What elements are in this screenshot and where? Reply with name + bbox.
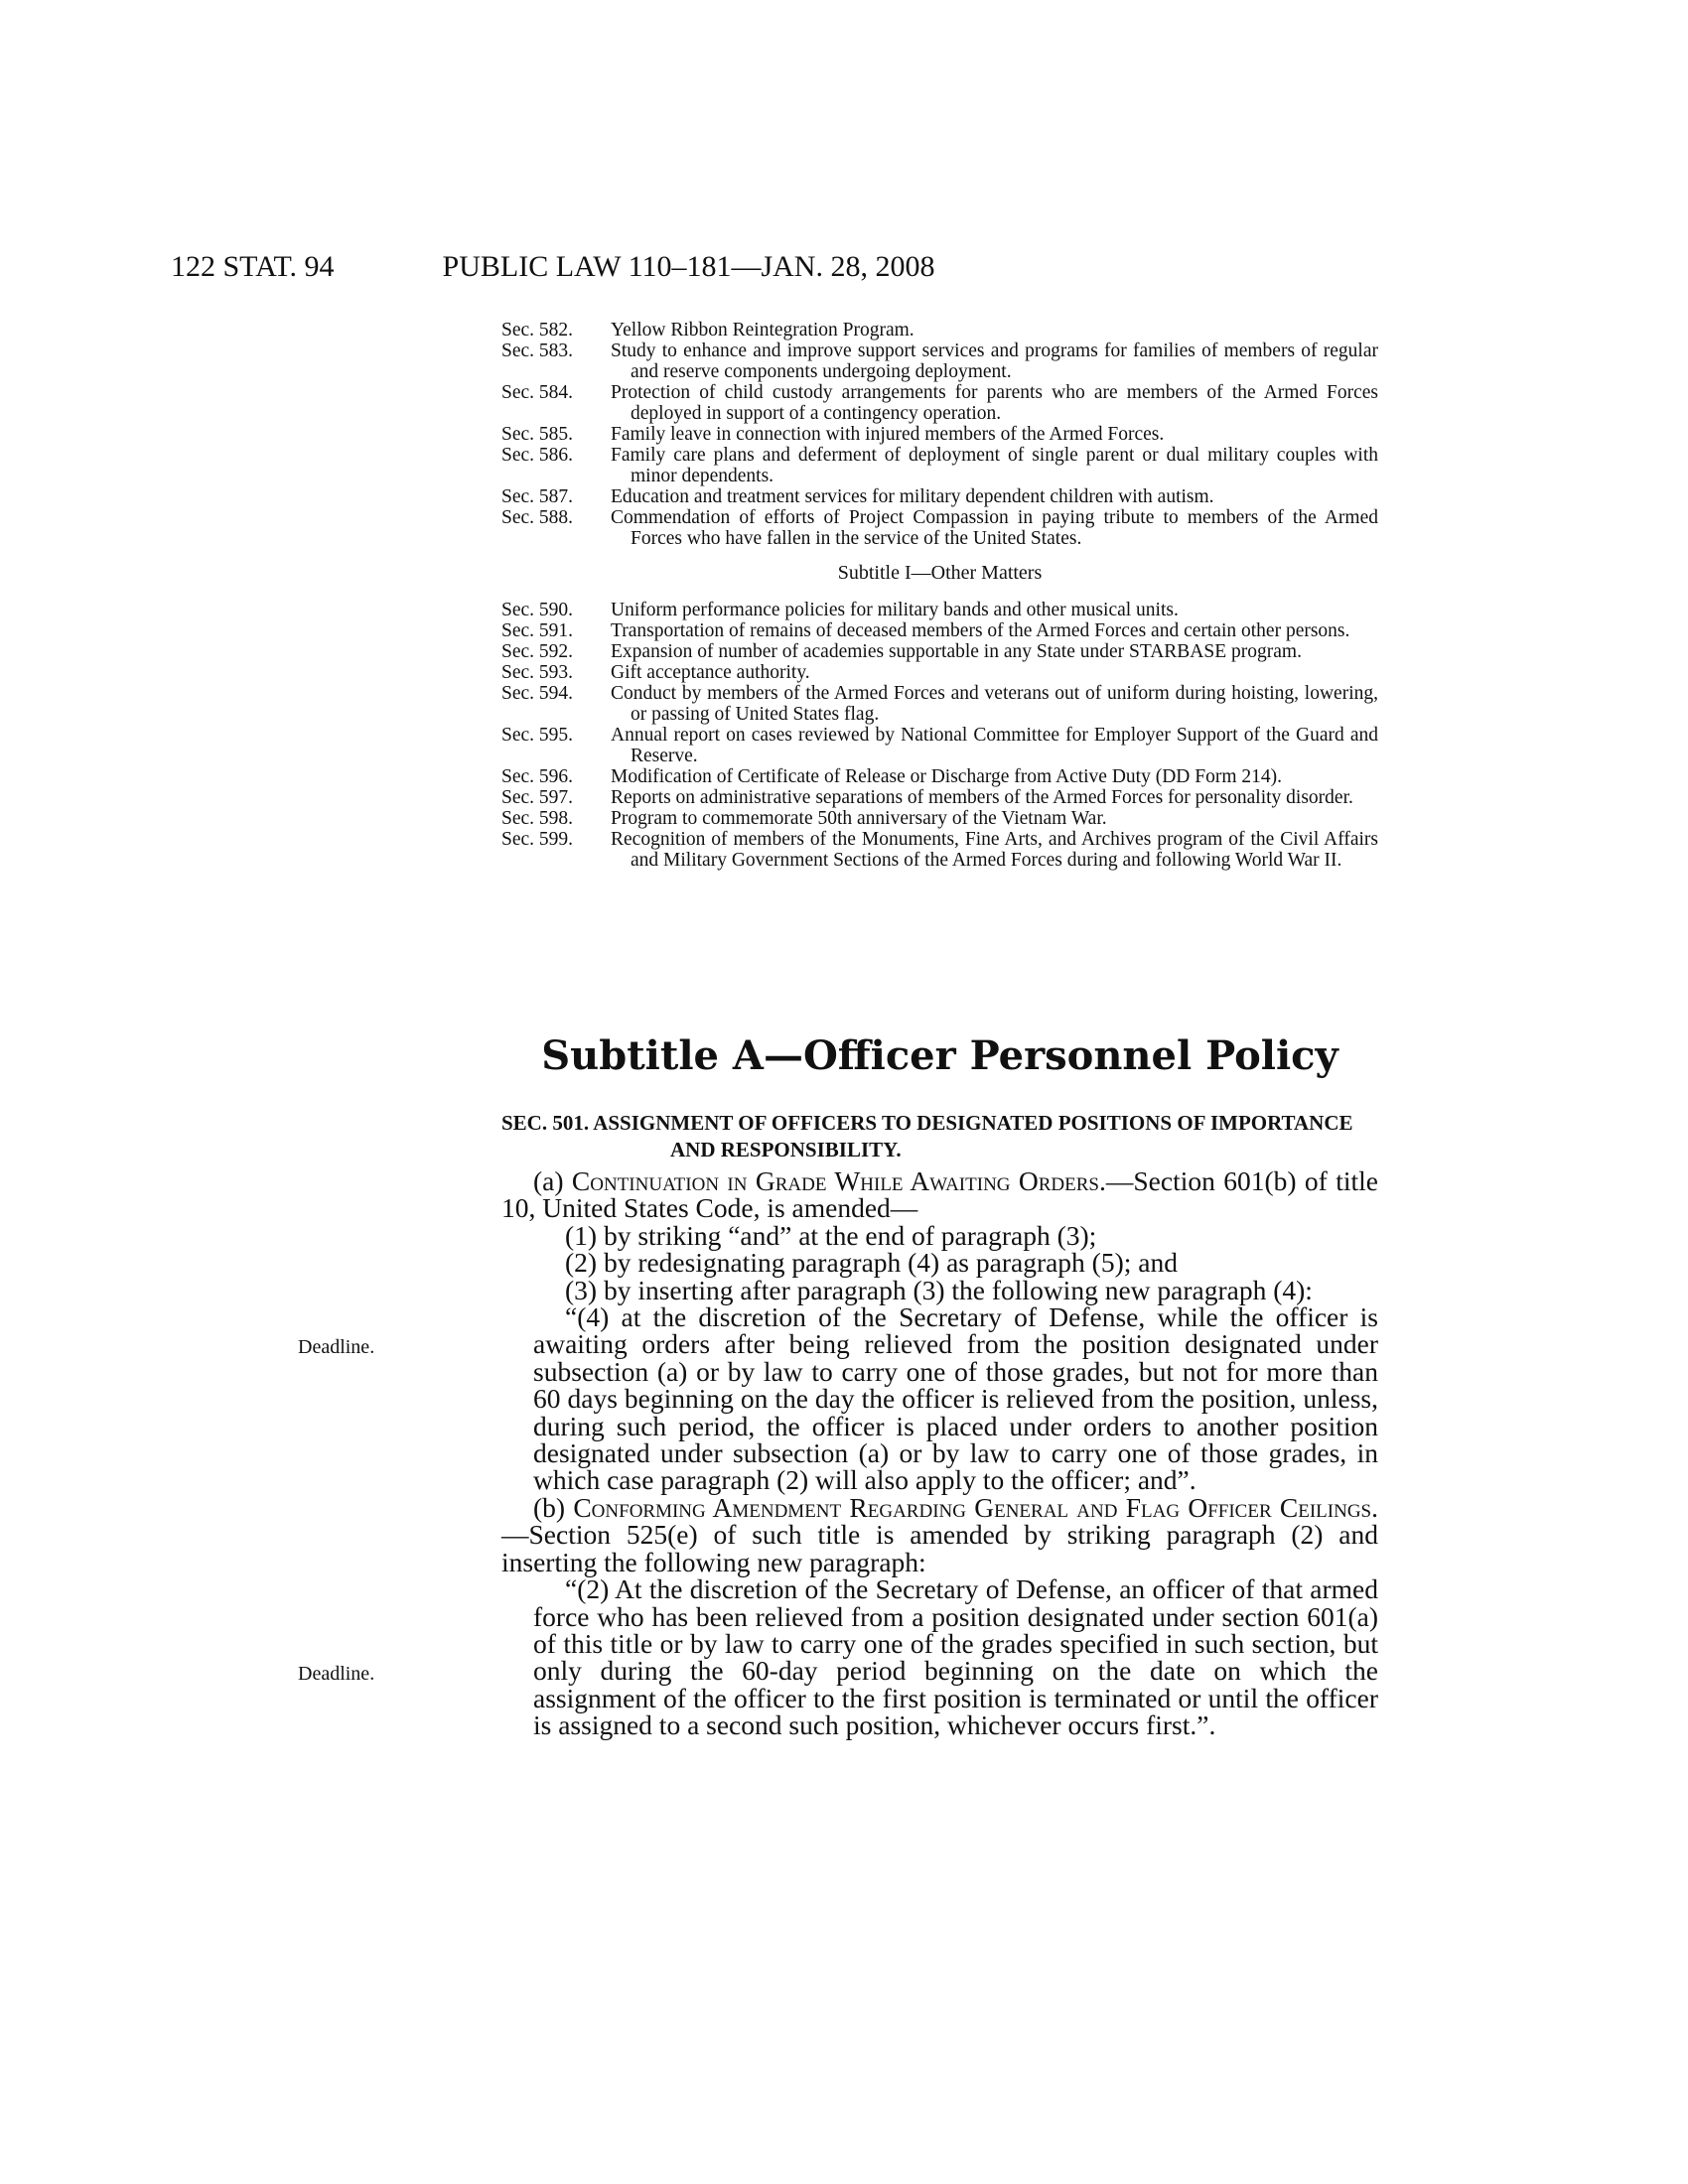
subsection-a-text: —Section 601(b) of title 10, United States Code, is amended— [501,1165,1378,1224]
toc-section-title: Expansion of number of academies supportable in any State under STARBASE program. [611,641,1302,662]
subsection-a [501,1167,1378,1222]
toc-section-number: Sec. 582. [501,320,574,341]
toc-entry [501,683,1378,725]
toc-section-number: Sec. 584. [501,382,574,403]
toc-section-title: Yellow Ribbon Reintegration Program. [611,320,914,341]
toc-entry [501,445,1378,486]
amendment-item-1: (1) by striking “and” at the end of paragraph (3); [565,1219,1097,1251]
toc-section-number: Sec. 585. [501,424,574,445]
subtitle-heading: Subtitle A—Officer Personnel Policy [541,1032,1338,1079]
toc-entry [501,486,1378,507]
section-heading-text: SEC. 501. ASSIGNMENT OF OFFICERS TO DESIGNATED POSITIONS OF IMPORTANCE AND RESPONSIBILITY. [501,1111,1353,1161]
toc-section-number: Sec. 594. [501,683,574,704]
toc-entry [501,787,1378,808]
amendment-item-2: (2) by redesignating paragraph (4) as paragraph (5); and [565,1247,1178,1279]
margin-note-deadline: Deadline. [298,1336,375,1358]
running-title: PUBLIC LAW 110–181—JAN. 28, 2008 [442,250,935,283]
toc-subtitle-heading: Subtitle I—Other Matters [837,562,1043,584]
subsection-b [501,1491,1378,1577]
toc-section-title: Gift acceptance authority. [611,662,810,683]
toc-entry [501,600,1378,620]
table-of-contents [501,320,1378,871]
toc-section-number: Sec. 597. [501,787,574,808]
toc-section-title: Uniform performance policies for military bands and other musical units. [611,600,1179,620]
toc-entry [501,725,1378,766]
toc-section-number: Sec. 587. [501,486,574,507]
toc-entry [501,507,1378,549]
toc-section-title: Family care plans and deferment of deployment of single parent or dual military couples with minor dependents. [611,445,1378,486]
section-heading [501,1110,1378,1163]
page-header [171,250,1206,290]
toc-section-title: Modification of Certificate of Release or Discharge from Active Duty (DD Form 214). [611,766,1282,787]
toc-list-subtitle-h [501,320,1378,549]
toc-entry [501,620,1378,641]
toc-section-title: Annual report on cases reviewed by National Committee for Employer Support of the Guard and Reserve. [611,725,1378,766]
toc-entry [501,341,1378,382]
toc-section-number: Sec. 596. [501,766,574,787]
toc-entry [501,382,1378,424]
inserted-paragraph-2: “(2) At the discretion of the Secretary of Defense, an officer of that armed force who has been relieved from a position designated under section 601(a) of this title or by law to carry one of the grades specified in such section, but only during the 60-day period beginning on the date on which the assignment of the officer to the first position is terminated or until the officer is assigned to a second such position, whichever occurs first.”. [533,1573,1378,1741]
section-body [501,1167,1378,1739]
toc-entry [501,662,1378,683]
toc-section-title: Protection of child custody arrangements for parents who are members of the Armed Forces deployed in support of a contingency operation. [611,382,1378,424]
toc-section-title: Conduct by members of the Armed Forces and veterans out of uniform during hoisting, lowering, or passing of United States flag. [611,683,1378,725]
toc-section-number: Sec. 591. [501,620,574,641]
inserted-paragraph-4: “(4) at the discretion of the Secretary of Defense, while the officer is awaiting orders after being relieved from the position designated under subsection (a) or by law to carry one of those grades, but not for more than 60 days beginning on the day the officer is relieved from the position, unless, during such period, the officer is placed under orders to another position designated under subsection (a) or by law to carry one of those grades, in which case paragraph (2) will also apply to the officer; and”. [533,1301,1378,1496]
toc-entry [501,641,1378,662]
subsection-b-label: (b) [533,1491,574,1523]
toc-section-title: Program to commemorate 50th anniversary of the Vietnam War. [611,808,1107,829]
toc-section-number: Sec. 599. [501,829,574,850]
toc-section-title: Transportation of remains of deceased members of the Armed Forces and certain other persons. [611,620,1350,641]
toc-entry [501,808,1378,829]
subsection-a-label: (a) [533,1165,572,1196]
toc-section-title: Recognition of members of the Monuments, Fine Arts, and Archives program of the Civil Affairs and Military Government Sections of the Armed Forces during and following World War II. [611,829,1378,871]
toc-section-title: Education and treatment services for military dependent children with autism. [611,486,1214,507]
toc-section-title: Commendation of efforts of Project Compassion in paying tribute to members of the Armed Forces who have fallen in the service of the United States. [611,507,1378,549]
margin-note-deadline: Deadline. [298,1663,375,1685]
toc-section-number: Sec. 586. [501,445,574,466]
toc-section-number: Sec. 588. [501,507,574,528]
toc-section-number: Sec. 592. [501,641,574,662]
toc-section-number: Sec. 593. [501,662,574,683]
toc-entry [501,829,1378,871]
toc-section-number: Sec. 595. [501,725,574,746]
toc-entry [501,424,1378,445]
toc-section-number: Sec. 583. [501,341,574,361]
toc-list-subtitle-i [501,600,1378,871]
amendment-item-3: (3) by inserting after paragraph (3) the following new paragraph (4): [565,1274,1313,1305]
toc-entry [501,766,1378,787]
toc-section-number: Sec. 590. [501,600,574,620]
subsection-b-caption: Conforming Amendment Regarding General and Flag Officer Ceilings. [573,1491,1378,1523]
toc-section-title: Study to enhance and improve support services and programs for families of members of regular and reserve components undergoing deployment. [611,341,1378,382]
statute-page-reference: 122 STAT. 94 [171,250,335,283]
subsection-b-text: —Section 525(e) of such title is amended by striking paragraph (2) and inserting the following new paragraph: [501,1519,1378,1577]
subsection-a-caption: Continuation in Grade While Awaiting Orders. [571,1165,1106,1196]
toc-entry [501,320,1378,341]
toc-section-title: Reports on administrative separations of members of the Armed Forces for personality disorder. [611,787,1353,808]
toc-section-number: Sec. 598. [501,808,574,829]
toc-section-title: Family leave in connection with injured members of the Armed Forces. [611,424,1165,445]
